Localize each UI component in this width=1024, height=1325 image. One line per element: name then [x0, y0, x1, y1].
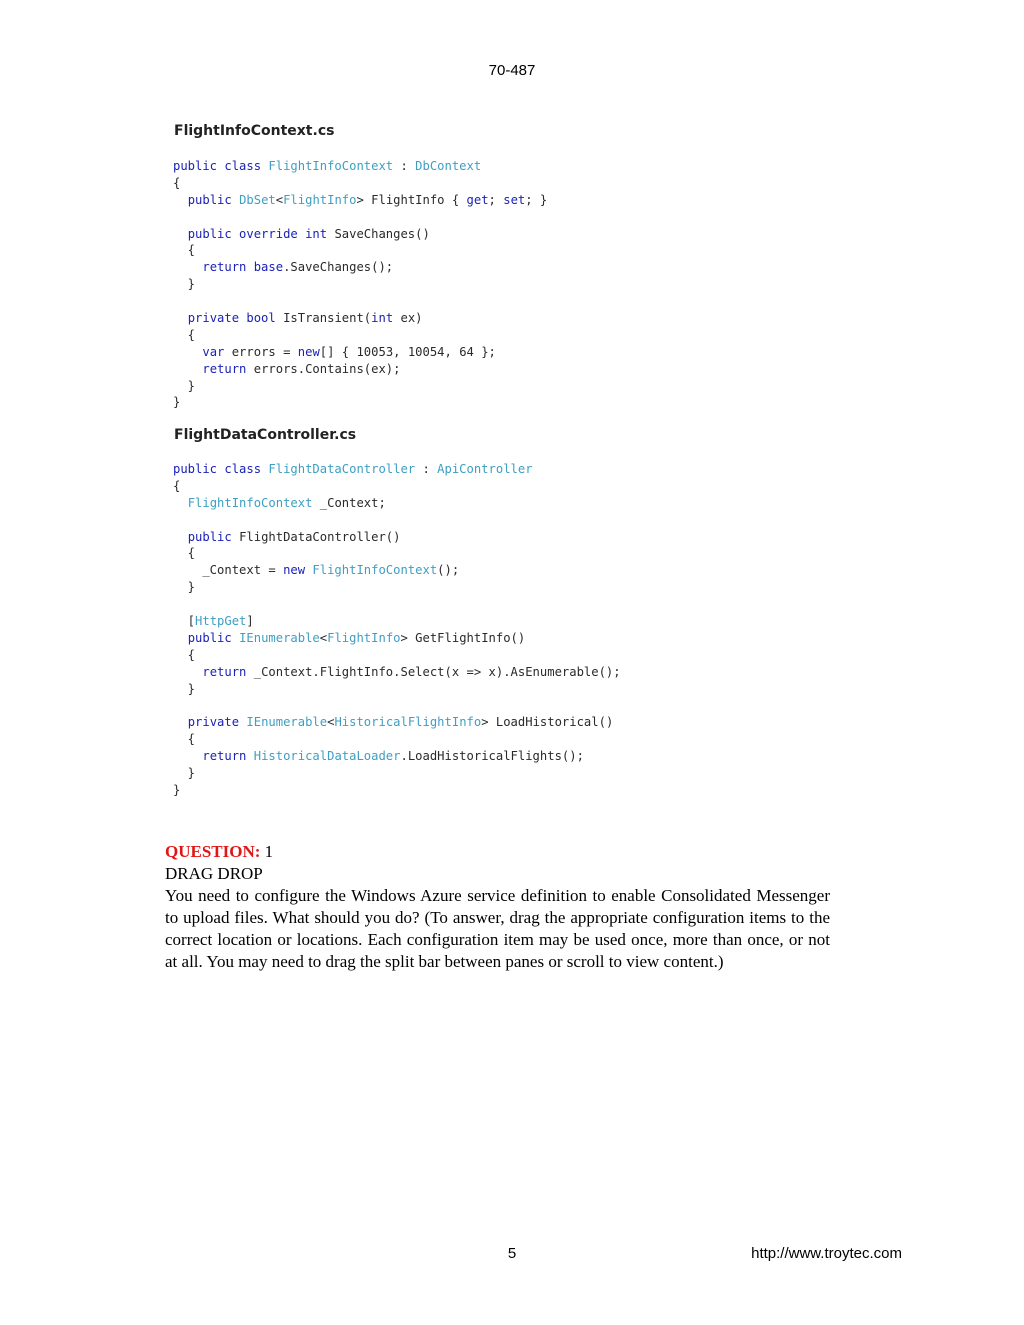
code-token — [173, 631, 188, 645]
code-token: > FlightInfo { — [356, 192, 467, 207]
code-token: { — [173, 546, 196, 561]
code-line — [173, 748, 621, 765]
code-token: private bool — [187, 311, 284, 326]
code-token: HistoricalDataLoader — [253, 749, 401, 764]
code-token: .LoadHistoricalFlights(); — [400, 749, 584, 764]
code-line — [173, 512, 621, 529]
code-token — [173, 227, 188, 241]
code-line — [173, 310, 547, 327]
code-line — [173, 259, 547, 276]
code-token: public — [187, 630, 240, 645]
code-token: public class — [173, 462, 269, 476]
code-line — [173, 681, 621, 698]
code-token: } — [173, 681, 196, 696]
code-token: } — [173, 782, 181, 797]
code-token: return base — [202, 260, 284, 275]
code-token: FlightInfoContext — [312, 563, 438, 578]
code-token: public — [187, 192, 240, 207]
code-line — [173, 344, 547, 361]
code-token: FlightInfo — [327, 630, 401, 645]
code-token: } — [173, 766, 196, 781]
code-token: _Context; — [312, 495, 386, 510]
code-block-flightdatacontroller — [173, 461, 621, 799]
code-line — [173, 495, 621, 512]
code-token: FlightDataController() — [239, 529, 401, 544]
code-token: return — [202, 361, 254, 376]
code-line — [173, 697, 621, 714]
code-line — [173, 276, 547, 293]
code-token — [173, 193, 188, 207]
code-token: { — [173, 243, 196, 258]
code-token: HttpGet — [195, 614, 247, 629]
code-token: : — [393, 159, 416, 173]
code-token: : — [415, 462, 438, 476]
code-line — [173, 782, 621, 799]
file-title-flightinfocontext: FlightInfoContext.cs — [174, 123, 335, 139]
code-token — [173, 665, 202, 679]
code-token — [173, 311, 188, 325]
question-type: DRAG DROP — [165, 864, 263, 883]
code-token: < — [327, 715, 335, 730]
code-line — [173, 327, 547, 344]
footer-url: http://www.troytec.com — [751, 1245, 902, 1262]
code-token: new — [283, 563, 313, 578]
code-line — [173, 596, 621, 613]
code-token: FlightInfoContext — [268, 159, 394, 173]
code-token: < — [275, 192, 284, 207]
code-line — [173, 562, 621, 579]
code-token: new — [297, 344, 320, 359]
code-token: } — [173, 277, 196, 292]
code-token: public override int — [187, 226, 335, 241]
code-block-flightinfocontext — [173, 158, 547, 411]
code-token: .SaveChanges(); — [283, 260, 394, 275]
code-token: FlightInfo — [283, 192, 357, 207]
code-token: errors.Contains(ex); — [253, 361, 401, 376]
code-token: var — [202, 344, 232, 359]
code-token: FlightInfoContext — [187, 495, 313, 510]
code-token: ex) — [400, 311, 423, 326]
code-line — [173, 361, 547, 378]
code-line — [173, 394, 547, 411]
code-token — [173, 715, 188, 729]
question-number: 1 — [264, 842, 274, 861]
code-token: set — [503, 192, 526, 207]
code-token: > LoadHistorical() — [481, 715, 614, 730]
code-screenshot — [165, 112, 725, 802]
code-line — [173, 613, 621, 630]
code-line — [173, 192, 547, 209]
code-token: public class — [173, 159, 269, 173]
code-line — [173, 765, 621, 782]
code-token — [173, 362, 202, 376]
code-line — [173, 714, 621, 731]
question-heading — [165, 841, 830, 863]
code-line — [173, 158, 547, 175]
question-text: You need to configure the Windows Azure service definition to enable Consolidated Messenger to upload files. What should you do? (To answer, drag the appropriate configuration items to the correct location or locations. Each configuration item may be used once, more than once, or not at all. You may need to drag the split bar between panes or scroll to view content.) — [165, 886, 830, 971]
code-token: errors = — [231, 344, 298, 359]
code-token: int — [371, 311, 401, 326]
code-line — [173, 647, 621, 664]
code-line — [173, 529, 621, 546]
code-line — [173, 242, 547, 259]
code-token: ; } — [525, 192, 548, 207]
code-token: return — [202, 664, 254, 679]
code-token: DbContext — [415, 159, 482, 173]
code-token: (); — [437, 563, 460, 578]
code-line — [173, 579, 621, 596]
code-token — [173, 260, 202, 274]
code-token: ; — [488, 192, 504, 207]
code-token: IEnumerable — [239, 630, 320, 645]
code-token: < — [319, 630, 328, 645]
code-line — [173, 478, 621, 495]
question-section — [165, 841, 830, 973]
code-token: _Context = — [173, 563, 284, 578]
code-token: get — [466, 192, 489, 207]
code-token: HistoricalFlightInfo — [334, 715, 482, 730]
code-token: { — [173, 327, 196, 342]
code-token — [173, 749, 202, 763]
code-line — [173, 664, 621, 681]
code-token: [] { 10053, 10054, 64 }; — [319, 344, 496, 359]
code-token: } — [173, 395, 181, 410]
question-label: QUESTION: — [165, 842, 261, 861]
code-token — [173, 496, 188, 510]
code-token — [173, 530, 188, 544]
code-line — [173, 630, 621, 647]
code-token: } — [173, 580, 196, 595]
code-token: { — [173, 175, 181, 190]
code-line — [173, 731, 621, 748]
code-token: [ — [173, 614, 196, 629]
code-token: IsTransient( — [283, 311, 372, 326]
code-token: IEnumerable — [246, 715, 328, 730]
exam-code-header: 70-487 — [488, 62, 536, 79]
code-token: return — [202, 749, 254, 764]
code-token: { — [173, 647, 196, 662]
code-token: FlightDataController — [268, 462, 416, 476]
file-title-flightdatacontroller: FlightDataController.cs — [174, 427, 357, 443]
code-line — [173, 226, 547, 243]
code-token: private — [187, 715, 247, 730]
code-token: > GetFlightInfo() — [400, 630, 526, 645]
code-line — [173, 545, 621, 562]
code-token — [173, 345, 202, 359]
code-token: SaveChanges() — [334, 226, 430, 241]
code-token: public — [187, 529, 240, 544]
code-token: ] — [246, 614, 254, 629]
code-token: { — [173, 732, 196, 747]
code-line — [173, 209, 547, 226]
code-line — [173, 175, 547, 192]
code-token: { — [173, 478, 181, 493]
code-line — [173, 378, 547, 395]
page-number: 5 — [507, 1245, 517, 1262]
code-token: DbSet — [239, 192, 276, 207]
code-token: } — [173, 378, 196, 393]
code-line — [173, 293, 547, 310]
code-line — [173, 461, 621, 478]
code-token: _Context.FlightInfo.Select(x => x).AsEnumerable(); — [253, 664, 621, 679]
code-token: ApiController — [437, 462, 533, 476]
